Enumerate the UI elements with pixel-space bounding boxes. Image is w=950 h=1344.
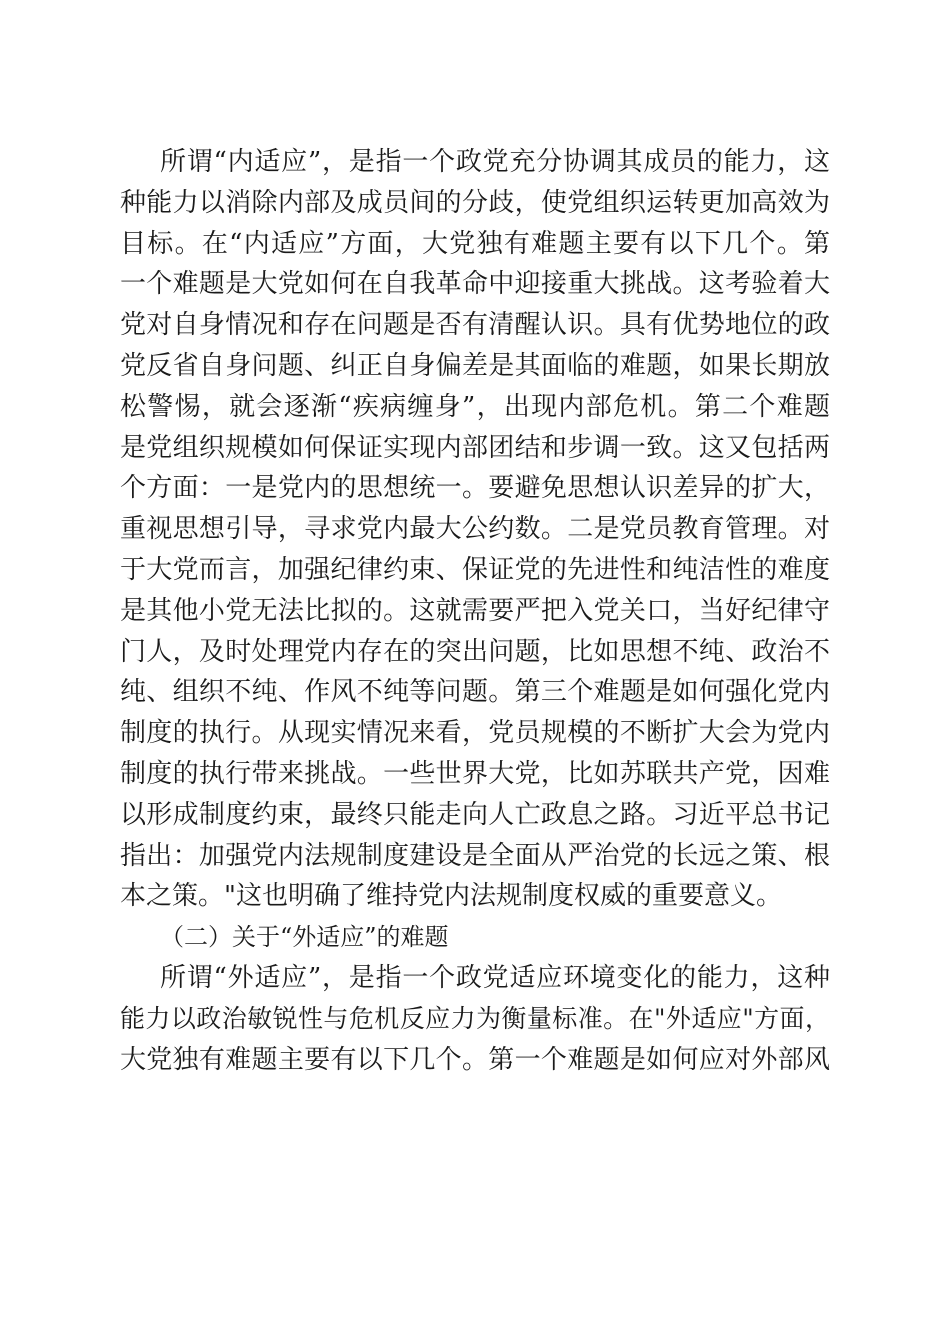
text-line: 以形成制度约束，最终只能走向人亡政息之路。习近平总书记: [120, 799, 830, 830]
text-line: 大党独有难题主要有以下几个。第一个难题是如何应对外部风: [120, 1044, 830, 1075]
paragraph-inner-adaptation: [120, 142, 830, 917]
text-line: 种能力以消除内部及成员间的分歧，使党组织运转更加高效为: [120, 187, 830, 218]
text-line: 重视思想引导，寻求党内最大公约数。二是党员教育管理。对: [120, 514, 830, 545]
text-line: 个方面：一是党内的思想统一。要避免思想认识差异的扩大，: [120, 473, 830, 504]
paragraph-outer-adaptation: [120, 958, 830, 1080]
text-line: 是其他小党无法比拟的。这就需要严把入党关口，当好纪律守: [120, 595, 830, 626]
text-line: 所谓“内适应”，是指一个政党充分协调其成员的能力，这: [160, 147, 830, 177]
text-line: 一个难题是大党如何在自我革命中迎接重大挑战。这考验着大: [120, 269, 830, 300]
text-line: 松警惕，就会逐渐“疾病缠身”，出现内部危机。第二个难题: [120, 391, 830, 422]
text-line: 党对自身情况和存在问题是否有清醒认识。具有优势地位的政: [120, 310, 830, 341]
text-line: 制度的执行。从现实情况来看，党员规模的不断扩大会为党内: [120, 718, 830, 749]
text-line: 目标。在“内适应”方面，大党独有难题主要有以下几个。第: [120, 228, 830, 259]
text-line: 是党组织规模如何保证实现内部团结和步调一致。这又包括两: [120, 432, 830, 463]
text-line: 能力以政治敏锐性与危机反应力为衡量标准。在"外适应"方面，: [120, 1003, 830, 1033]
text-line: 所谓“外适应”，是指一个政党适应环境变化的能力，这种: [160, 962, 830, 993]
text-line: 本之策。"这也明确了维持党内法规制度权威的重要意义。: [120, 881, 782, 912]
text-line: 于大党而言，加强纪律约束、保证党的先进性和纯洁性的难度: [120, 554, 830, 585]
text-line: 制度的执行带来挑战。一些世界大党，比如苏联共产党，因难: [120, 758, 830, 789]
document-page: [120, 142, 830, 1080]
section-heading: （二）关于“外适应”的难题: [160, 923, 449, 952]
text-line: 指出：加强党内法规制度建设是全面从严治党的长远之策、根: [120, 840, 830, 871]
text-line: 纯、组织不纯、作风不纯等问题。第三个难题是如何强化党内: [120, 677, 830, 708]
text-line: 门人，及时处理党内存在的突出问题，比如思想不纯、政治不: [120, 636, 830, 667]
text-line: 党反省自身问题、纠正自身偏差是其面临的难题，如果长期放: [120, 350, 830, 381]
